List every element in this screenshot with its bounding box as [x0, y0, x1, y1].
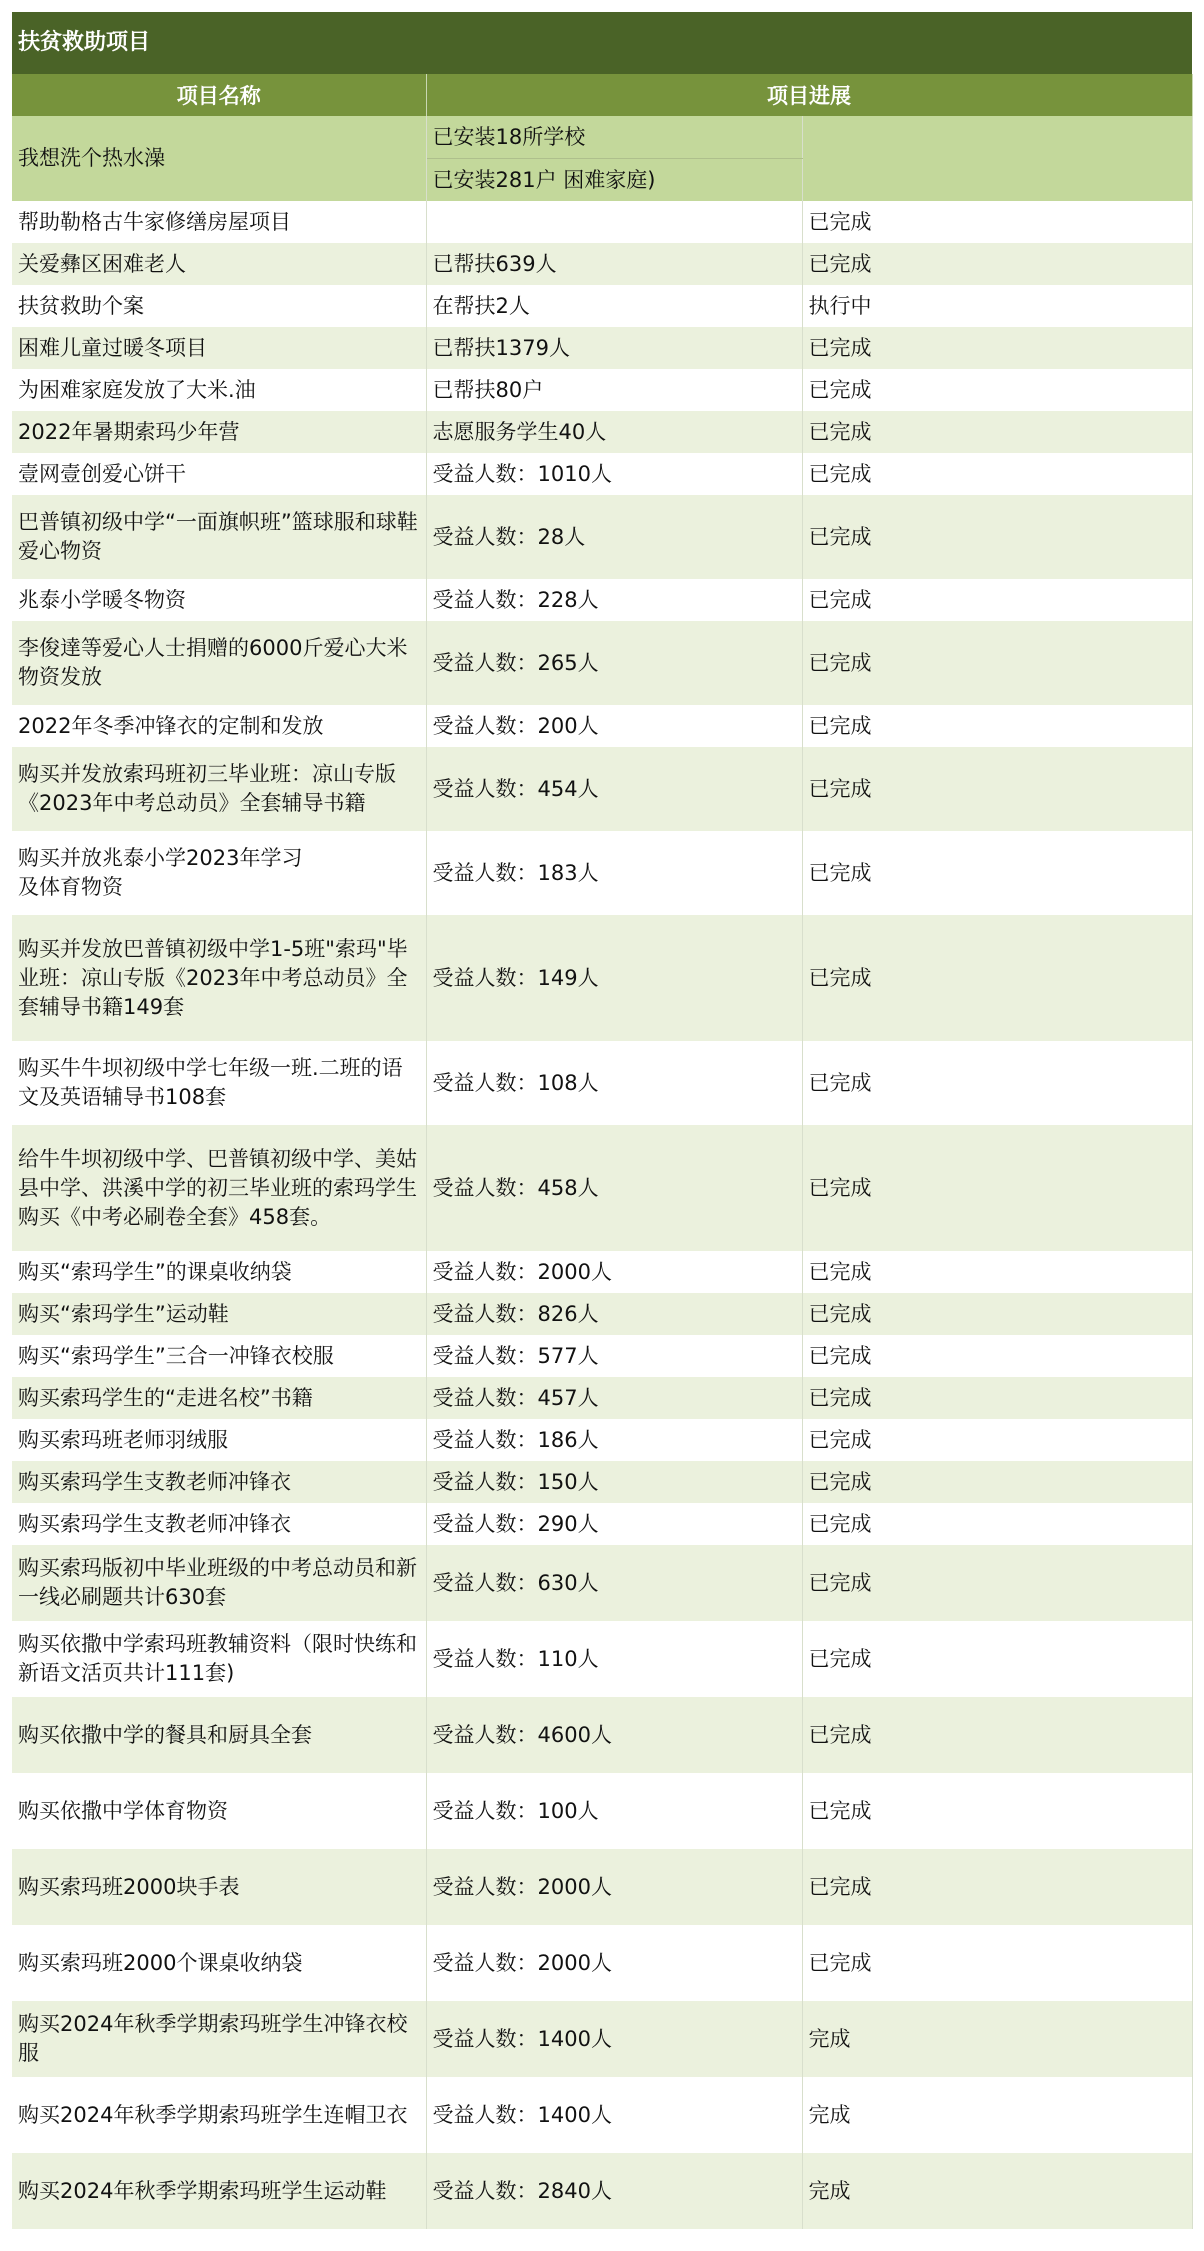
project-status-cell: 已完成	[802, 1545, 1192, 1621]
table-row	[12, 1697, 1192, 1773]
project-name-cell: 困难儿童过暖冬项目	[12, 327, 426, 369]
project-name-cell: 购买“索玛学生”的课桌收纳袋	[12, 1251, 426, 1293]
project-detail-cell: 受益人数：183人	[426, 831, 802, 915]
table-row	[12, 369, 1192, 411]
table-row	[12, 2077, 1192, 2153]
table-row	[12, 201, 1192, 243]
project-name-cell: 我想洗个热水澡	[12, 116, 426, 201]
project-name-cell: 购买索玛班老师羽绒服	[12, 1419, 426, 1461]
project-status-cell: 已完成	[802, 1461, 1192, 1503]
project-detail-cell: 已帮扶639人	[426, 243, 802, 285]
project-status-cell: 已完成	[802, 1041, 1192, 1125]
project-status-cell: 已完成	[802, 1377, 1192, 1419]
table-row	[12, 579, 1192, 621]
table-row	[12, 453, 1192, 495]
project-detail-cell: 受益人数：186人	[426, 1419, 802, 1461]
project-status-cell: 已完成	[802, 453, 1192, 495]
project-status-cell: 已完成	[802, 1773, 1192, 1849]
project-detail-cell: 受益人数：228人	[426, 579, 802, 621]
project-status-cell: 已完成	[802, 831, 1192, 915]
table-row	[12, 621, 1192, 705]
table-row	[12, 285, 1192, 327]
project-detail-cell: 已安装18所学校	[426, 116, 802, 159]
table-row	[12, 1621, 1192, 1697]
project-detail-cell: 受益人数：149人	[426, 915, 802, 1041]
project-detail-cell: 受益人数：458人	[426, 1125, 802, 1251]
projects-table	[12, 74, 1193, 2229]
project-status-cell: 已完成	[802, 369, 1192, 411]
project-status-cell: 已完成	[802, 1849, 1192, 1925]
project-name-cell: 购买牛牛坝初级中学七年级一班.二班的语文及英语辅导书108套	[12, 1041, 426, 1125]
project-detail-cell: 受益人数：2000人	[426, 1849, 802, 1925]
project-detail-cell: 受益人数：290人	[426, 1503, 802, 1545]
project-name-cell: 购买“索玛学生”运动鞋	[12, 1293, 426, 1335]
project-status-cell: 已完成	[802, 1503, 1192, 1545]
project-name-cell: 购买依撒中学体育物资	[12, 1773, 426, 1849]
project-status-cell: 已完成	[802, 1925, 1192, 2001]
project-name-cell: 关爱彝区困难老人	[12, 243, 426, 285]
project-detail-cell: 受益人数：2000人	[426, 1251, 802, 1293]
project-status-cell	[802, 116, 1192, 201]
project-name-cell: 购买2024年秋季学期索玛班学生运动鞋	[12, 2153, 426, 2229]
project-status-cell: 已完成	[802, 1419, 1192, 1461]
project-detail-cell: 受益人数：110人	[426, 1621, 802, 1697]
projects-sheet	[12, 12, 1192, 2229]
table-row	[12, 2153, 1192, 2229]
project-name-cell: 兆泰小学暖冬物资	[12, 579, 426, 621]
project-name-cell: 壹网壹创爱心饼干	[12, 453, 426, 495]
project-detail-cell: 受益人数：108人	[426, 1041, 802, 1125]
table-row	[12, 1125, 1192, 1251]
project-status-cell: 已完成	[802, 495, 1192, 579]
project-status-cell: 已完成	[802, 705, 1192, 747]
table-row	[12, 1419, 1192, 1461]
table-row	[12, 915, 1192, 1041]
project-detail-cell: 受益人数：454人	[426, 747, 802, 831]
project-name-cell: 购买2024年秋季学期索玛班学生连帽卫衣	[12, 2077, 426, 2153]
project-detail-cell: 受益人数：150人	[426, 1461, 802, 1503]
project-status-cell: 已完成	[802, 579, 1192, 621]
table-row	[12, 1773, 1192, 1849]
project-status-cell: 执行中	[802, 285, 1192, 327]
project-status-cell: 完成	[802, 2001, 1192, 2077]
project-name-cell: 巴普镇初级中学“一面旗帜班”篮球服和球鞋爱心物资	[12, 495, 426, 579]
project-detail-cell: 受益人数：2840人	[426, 2153, 802, 2229]
project-status-cell: 已完成	[802, 327, 1192, 369]
project-name-cell: 购买并发放索玛班初三毕业班：凉山专版《2023年中考总动员》全套辅导书籍	[12, 747, 426, 831]
project-name-cell: 帮助勒格古牛家修缮房屋项目	[12, 201, 426, 243]
project-status-cell: 完成	[802, 2153, 1192, 2229]
project-status-cell: 已完成	[802, 1335, 1192, 1377]
project-status-cell: 完成	[802, 2077, 1192, 2153]
project-name-cell: 李俊達等爱心人士捐赠的6000斤爱心大米物资发放	[12, 621, 426, 705]
table-row	[12, 1377, 1192, 1419]
project-detail-cell: 受益人数：200人	[426, 705, 802, 747]
project-status-cell: 已完成	[802, 621, 1192, 705]
project-detail-cell: 受益人数：577人	[426, 1335, 802, 1377]
table-row	[12, 243, 1192, 285]
project-name-cell: 2022年暑期索玛少年营	[12, 411, 426, 453]
project-name-cell: 购买依撒中学的餐具和厨具全套	[12, 1697, 426, 1773]
project-detail-cell	[426, 201, 802, 243]
project-detail-cell: 受益人数：4600人	[426, 1697, 802, 1773]
table-row	[12, 411, 1192, 453]
project-status-cell: 已完成	[802, 1251, 1192, 1293]
project-detail-cell: 受益人数：1400人	[426, 2077, 802, 2153]
project-name-cell: 为困难家庭发放了大米.油	[12, 369, 426, 411]
table-row	[12, 1925, 1192, 2001]
project-name-cell: 购买索玛班2000块手表	[12, 1849, 426, 1925]
project-detail-cell: 受益人数：457人	[426, 1377, 802, 1419]
project-name-cell: 购买并发放巴普镇初级中学1-5班"索玛"毕业班：凉山专版《2023年中考总动员》全套辅导书籍149套	[12, 915, 426, 1041]
table-row	[12, 1849, 1192, 1925]
project-name-cell: 2022年冬季冲锋衣的定制和发放	[12, 705, 426, 747]
project-status-cell: 已完成	[802, 1293, 1192, 1335]
project-detail-cell: 受益人数：100人	[426, 1773, 802, 1849]
sheet-title: 扶贫救助项目	[12, 12, 1192, 74]
header-project-name: 项目名称	[12, 74, 426, 116]
project-detail-cell: 受益人数：2000人	[426, 1925, 802, 2001]
project-detail-cell: 受益人数：1400人	[426, 2001, 802, 2077]
table-row	[12, 116, 1192, 159]
project-name-cell: 购买索玛学生支教老师冲锋衣	[12, 1461, 426, 1503]
project-status-cell: 已完成	[802, 243, 1192, 285]
project-name-cell: 购买索玛版初中毕业班级的中考总动员和新一线必刷题共计630套	[12, 1545, 426, 1621]
table-row	[12, 1293, 1192, 1335]
project-detail-cell: 已安装281户 困难家庭)	[426, 159, 802, 202]
project-detail-cell: 受益人数：826人	[426, 1293, 802, 1335]
project-status-cell: 已完成	[802, 915, 1192, 1041]
table-row	[12, 2001, 1192, 2077]
table-row	[12, 1545, 1192, 1621]
header-project-progress: 项目进展	[426, 74, 1192, 116]
table-row	[12, 1461, 1192, 1503]
project-status-cell: 已完成	[802, 747, 1192, 831]
project-name-cell: 购买依撒中学索玛班教辅资料（限时快练和新语文活页共计111套)	[12, 1621, 426, 1697]
table-row	[12, 831, 1192, 915]
project-detail-cell: 已帮扶80户	[426, 369, 802, 411]
project-name-cell: 购买索玛学生支教老师冲锋衣	[12, 1503, 426, 1545]
project-status-cell: 已完成	[802, 1697, 1192, 1773]
project-status-cell: 已完成	[802, 1125, 1192, 1251]
project-detail-cell: 志愿服务学生40人	[426, 411, 802, 453]
table-row	[12, 327, 1192, 369]
table-row	[12, 1503, 1192, 1545]
project-detail-cell: 受益人数：28人	[426, 495, 802, 579]
project-detail-cell: 已帮扶1379人	[426, 327, 802, 369]
project-status-cell: 已完成	[802, 1621, 1192, 1697]
table-row	[12, 495, 1192, 579]
project-name-cell: 购买“索玛学生”三合一冲锋衣校服	[12, 1335, 426, 1377]
table-row	[12, 1041, 1192, 1125]
table-row	[12, 747, 1192, 831]
project-name-cell: 购买并放兆泰小学2023年学习 及体育物资	[12, 831, 426, 915]
table-header-row	[12, 74, 1192, 116]
project-name-cell: 购买2024年秋季学期索玛班学生冲锋衣校服	[12, 2001, 426, 2077]
table-row	[12, 1335, 1192, 1377]
project-detail-cell: 受益人数：630人	[426, 1545, 802, 1621]
project-detail-cell: 受益人数：265人	[426, 621, 802, 705]
table-row	[12, 1251, 1192, 1293]
project-detail-cell: 在帮扶2人	[426, 285, 802, 327]
project-name-cell: 给牛牛坝初级中学、巴普镇初级中学、美姑县中学、洪溪中学的初三毕业班的索玛学生购买《中考必刷卷全套》458套。	[12, 1125, 426, 1251]
project-name-cell: 扶贫救助个案	[12, 285, 426, 327]
project-name-cell: 购买索玛班2000个课桌收纳袋	[12, 1925, 426, 2001]
table-row	[12, 705, 1192, 747]
project-detail-cell: 受益人数：1010人	[426, 453, 802, 495]
project-status-cell: 已完成	[802, 201, 1192, 243]
project-name-cell: 购买索玛学生的“走进名校”书籍	[12, 1377, 426, 1419]
project-status-cell: 已完成	[802, 411, 1192, 453]
